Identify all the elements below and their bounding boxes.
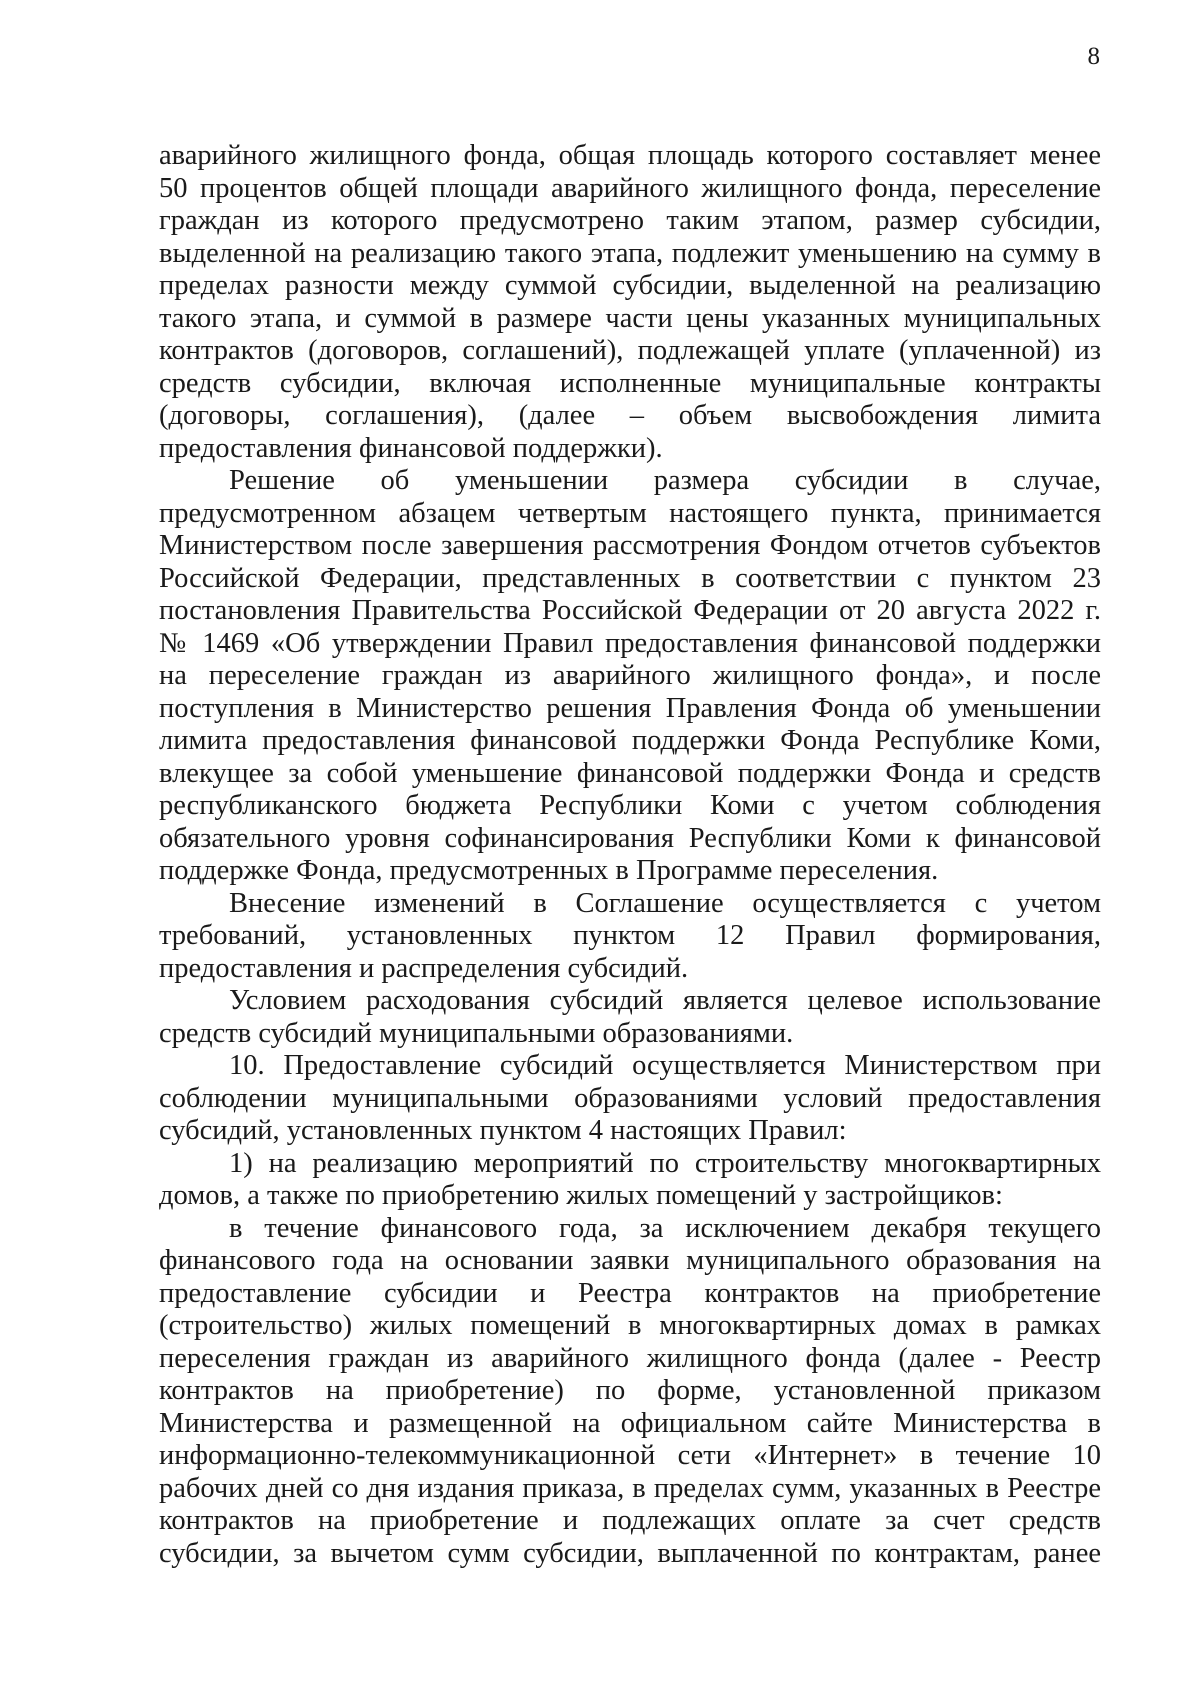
text-line: постановления Правительства Российской Федерации от 20 августа 2022 г.	[159, 595, 1101, 626]
text-line: № 1469 «Об утверждении Правил предоставления финансовой поддержки	[159, 627, 1101, 659]
page-number: 8	[1087, 43, 1100, 70]
paragraph	[159, 1050, 1101, 1148]
paragraph	[159, 1213, 1101, 1571]
text-line: субсидий, установленных пунктом 4 настоящих Правил:	[159, 1115, 847, 1146]
text-line: предоставления и распределения субсидий.	[159, 952, 689, 984]
paragraph	[159, 888, 1101, 986]
text-line: Министерством после завершения рассмотрения Фондом отчетов субъектов	[159, 530, 1101, 561]
text-line: Министерства и размещенной на официальном сайте Министерства в	[159, 1407, 1101, 1439]
text-line: обязательного уровня софинансирования Республики Коми к финансовой	[159, 822, 1101, 854]
text-line: информационно-телекоммуникационной сети «Интернет» в течение 10	[159, 1440, 1101, 1471]
text-line: контрактов на приобретение) по форме, установленной приказом	[159, 1375, 1101, 1406]
text-line: в течение финансового года, за исключением декабря текущего	[229, 1212, 1101, 1244]
text-line: на переселение граждан из аварийного жилищного фонда», и после	[159, 660, 1101, 691]
text-line: предусмотренном абзацем четвертым настоящего пункта, принимается	[159, 497, 1101, 529]
text-line: Условием расходования субсидий является целевое использование	[229, 985, 1101, 1016]
text-line: Решение об уменьшении размера субсидии в случае,	[229, 465, 1101, 496]
text-line: влекущее за собой уменьшение финансовой поддержки Фонда и средств	[159, 757, 1101, 789]
paragraph	[159, 140, 1101, 465]
text-line: контрактов на приобретение и подлежащих оплате за счет средств	[159, 1505, 1101, 1536]
text-line: предоставление субсидии и Реестра контрактов на приобретение	[159, 1277, 1101, 1309]
paragraph	[159, 985, 1101, 1050]
text-line: субсидии, за вычетом сумм субсидии, выплаченной по контрактам, ранее	[159, 1537, 1101, 1569]
text-line: Внесение изменений в Соглашение осуществляется с учетом	[229, 887, 1101, 919]
text-line: 10. Предоставление субсидий осуществляется Министерством при	[229, 1050, 1101, 1081]
text-line: (договоры, соглашения), (далее – объем высвобождения лимита	[159, 400, 1101, 431]
text-line: (строительство) жилых помещений в многоквартирных домах в рамках	[159, 1310, 1101, 1341]
document-body	[159, 140, 1101, 1570]
text-line: контрактов (договоров, соглашений), подлежащей уплате (уплаченной) из	[159, 335, 1101, 366]
text-line: финансового года на основании заявки муниципального образования на	[159, 1245, 1101, 1276]
text-line: средств субсидий муниципальными образованиями.	[159, 1017, 794, 1049]
text-line: поддержке Фонда, предусмотренных в Программе переселения.	[159, 855, 939, 886]
text-line: соблюдении муниципальными образованиями условий предоставления	[159, 1082, 1101, 1114]
text-line: выделенной на реализацию такого этапа, подлежит уменьшению на сумму в	[159, 237, 1101, 269]
text-line: домов, а также по приобретению жилых помещений у застройщиков:	[159, 1180, 1003, 1211]
text-line: требований, установленных пунктом 12 Правил формирования,	[159, 920, 1101, 951]
text-line: поступления в Министерство решения Правления Фонда об уменьшении	[159, 692, 1101, 724]
text-line: 50 процентов общей площади аварийного жилищного фонда, переселение	[159, 172, 1101, 204]
paragraph	[159, 1148, 1101, 1213]
text-line: аварийного жилищного фонда, общая площадь которого составляет менее	[159, 140, 1101, 171]
text-line: средств субсидии, включая исполненные муниципальные контракты	[159, 367, 1101, 399]
text-line: граждан из которого предусмотрено таким этапом, размер субсидии,	[159, 205, 1101, 236]
text-line: такого этапа, и суммой в размере части цены указанных муниципальных	[159, 302, 1101, 334]
text-line: 1) на реализацию мероприятий по строительству многоквартирных	[229, 1147, 1101, 1179]
text-line: предоставления финансовой поддержки).	[159, 432, 663, 464]
text-line: рабочих дней со дня издания приказа, в пределах сумм, указанных в Реестре	[159, 1472, 1101, 1504]
paragraph	[159, 465, 1101, 888]
text-line: республиканского бюджета Республики Коми с учетом соблюдения	[159, 790, 1101, 821]
text-line: Российской Федерации, представленных в соответствии с пунктом 23	[159, 562, 1101, 594]
text-line: лимита предоставления финансовой поддержки Фонда Республике Коми,	[159, 725, 1101, 756]
text-line: пределах разности между суммой субсидии, выделенной на реализацию	[159, 270, 1101, 301]
text-line: переселения граждан из аварийного жилищного фонда (далее - Реестр	[159, 1342, 1101, 1374]
